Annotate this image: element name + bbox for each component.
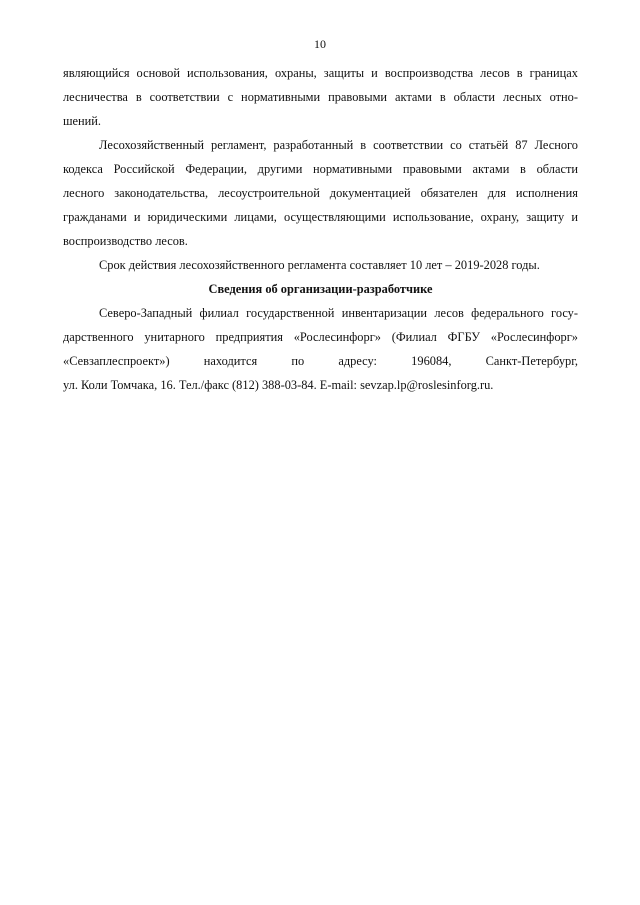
paragraph-validity-period	[63, 253, 578, 277]
text-line: Лесохозяйственный регламент, разработанный в соответствии со статьёй 87 Лесного	[99, 138, 578, 152]
document-body	[63, 61, 578, 397]
text-line: Срок действия лесохозяйственного регламента составляет 10 лет – 2019-2028 годы.	[99, 258, 540, 272]
paragraph-developer-info	[63, 301, 578, 397]
text-line: шений.	[63, 114, 102, 128]
text-line: Северо-Западный филиал государственной инвентаризации лесов федерального госу-	[99, 306, 578, 320]
section-heading: Сведения об организации-разработчике	[208, 282, 433, 296]
paragraph-regulation-basis	[63, 133, 578, 253]
text-line: лесничества в соответствии с нормативными правовыми актами в области лесных отно-	[63, 90, 578, 104]
text-line: дарственного унитарного предприятия «Рослесинфорг» (Филиал ФГБУ «Рослесинфорг»	[63, 330, 578, 344]
text-line: кодекса Российской Федерации, другими нормативными правовыми актами в области	[63, 162, 578, 176]
text-line: являющийся основой использования, охраны, защиты и воспроизводства лесов в границах	[63, 66, 578, 80]
text-line: гражданами и юридическими лицами, осуществляющими использование, охрану, защиту и	[63, 210, 578, 224]
paragraph-continuation	[63, 61, 578, 133]
text-line: ул. Коли Томчака, 16. Тел./факс (812) 388-03-84. E-mail: sevzap.lp@roslesinforg.ru.	[63, 378, 494, 392]
text-line: «Севзаплеспроект») находится по адресу: 196084, Санкт-Петербург,	[63, 354, 578, 368]
page-number: 10	[314, 37, 326, 51]
text-line: воспроизводство лесов.	[63, 234, 188, 248]
text-line: лесного законодательства, лесоустроительной документацией обязателен для исполнения	[63, 186, 578, 200]
